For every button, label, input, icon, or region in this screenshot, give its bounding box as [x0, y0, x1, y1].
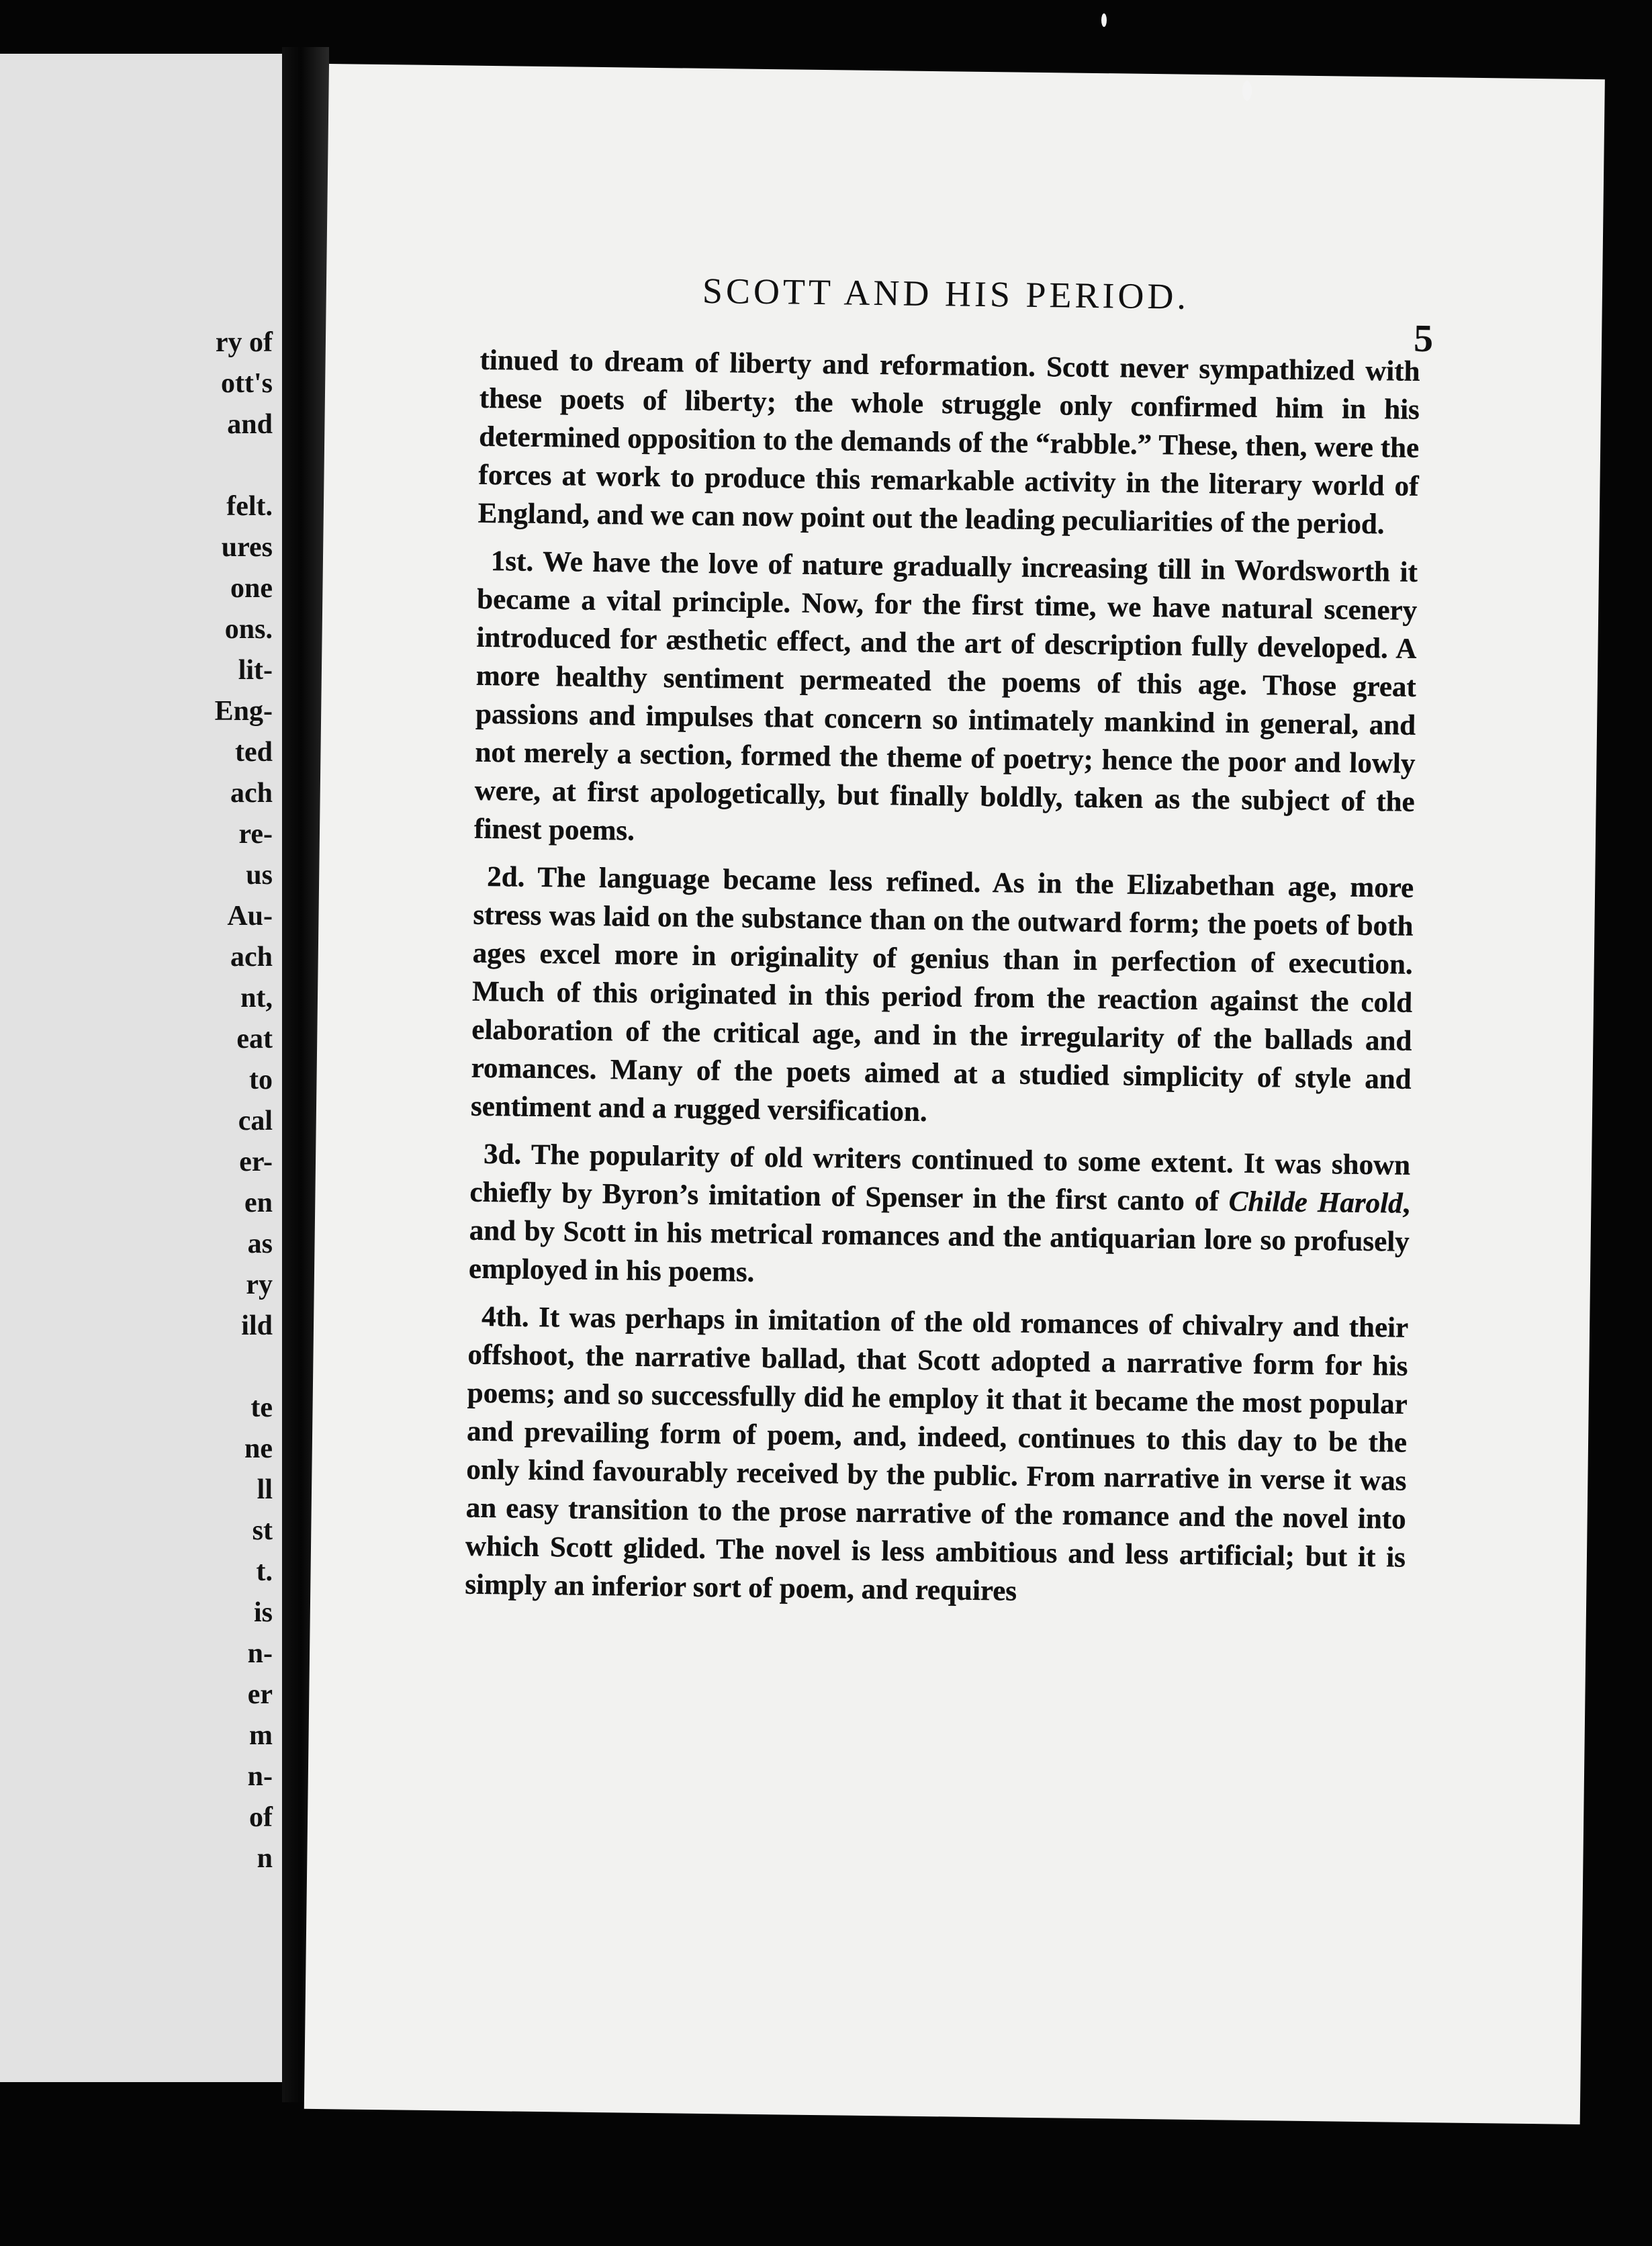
left-fragment-line: m: [249, 1720, 273, 1751]
left-fragment-line: of: [249, 1802, 273, 1833]
left-fragment-line: en: [244, 1187, 273, 1218]
page-number: 5: [1413, 316, 1434, 361]
left-fragment-line: ry of: [215, 327, 273, 358]
paragraph-third-point: [469, 1135, 1411, 1300]
left-fragment-line: ach: [230, 778, 273, 809]
left-fragment-line: te: [250, 1392, 273, 1423]
left-fragment-line: ott's: [221, 368, 273, 399]
left-fragment-line: st: [252, 1515, 273, 1546]
left-fragment-line: ures: [221, 532, 273, 563]
left-page-text-fragments: [215, 322, 273, 1879]
paragraph-third-text-b: , and by Scott in his metrical romances and the antiquarian lore so profusely employed in his poems.: [468, 1187, 1410, 1288]
left-fragment-line: n: [257, 1843, 273, 1874]
left-fragment-line: nt,: [240, 983, 273, 1014]
scan-speck: [1242, 81, 1252, 101]
left-fragment-line: ne: [244, 1433, 273, 1464]
left-fragment-line: er-: [239, 1147, 273, 1177]
left-fragment-line: to: [249, 1065, 273, 1095]
body-text: [465, 341, 1420, 1625]
left-fragment-line: ons.: [224, 614, 273, 645]
left-fragment-line: ted: [235, 737, 273, 768]
left-fragment-line: Au-: [227, 901, 273, 932]
left-fragment-line: is: [253, 1597, 273, 1628]
left-fragment-line: cal: [238, 1106, 273, 1136]
left-fragment-line: ll: [257, 1474, 273, 1505]
left-fragment-line: [215, 1347, 273, 1388]
left-fragment-line: ild: [241, 1310, 273, 1341]
left-fragment-line: n-: [247, 1761, 273, 1792]
left-fragment-line: us: [246, 860, 273, 891]
paragraph-second-point: 2d. The language became less refined. As in the Elizabethan age, more stress was laid on the substance than on the outward form; the poets of both ages excel more in originality of genius than in perfection of execution. Much of this originated in this period from the reaction against the cold elaboration of the critical age, and in the irregularity of the ballads and romances. Many of the poets aimed at a studied simplicity of style and sentiment and a rugged versification.: [470, 860, 1414, 1128]
paragraph-first-point: 1st. We have the love of nature gradually increasing till in Wordsworth it became a vital principle. Now, for the first time, we have natural scenery introduced for æsthetic effect, and the art of description fully developed. A more healthy sentiment permeated the poems of this age. Those great passions and impulses that concern so intimately mankind in general, and not merely a section, formed the theme of poetry; hence the poor and lowly were, at first apologetically, but finally boldly, taken as the subject of the finest poems.: [473, 545, 1418, 847]
left-fragment-line: er: [247, 1679, 273, 1710]
scan-speck: [1101, 13, 1107, 27]
left-fragment-line: lit-: [238, 655, 273, 686]
left-fragment-line: re-: [238, 819, 273, 850]
left-fragment-line: eat: [236, 1024, 273, 1054]
paragraph-intro: tinued to dream of liberty and reformation. Scott never sympathized with these poets of liberty; the whole struggle only confirmed him in his determined opposition to the demands of the “rabble.” These, then, were the forces at work to produce this remarkable activity in the literary world of England, and we can now point out the leading peculiarities of the period.: [477, 344, 1420, 541]
left-fragment-line: Eng-: [214, 696, 273, 727]
running-head: SCOTT AND HIS PERIOD.: [702, 270, 1190, 317]
left-fragment-line: [215, 445, 273, 486]
left-fragment-line: and: [227, 409, 273, 440]
left-fragment-line: felt.: [226, 491, 273, 522]
paragraph-fourth-point: 4th. It was perhaps in imitation of the old romances of chivalry and their offshoot, the narrative ballad, that Scott adopted a narrative form for his poems; and so successfully did he employ it that it became the most popular and prevailing form of poem, and, indeed, continues to this day to be the only kind favourably received by the public. From narrative in verse it was an easy transition to the prose narrative of the romance and the novel into which Scott glided. The novel is less ambitious and less artificial; but it is simply an inferior sort of poem, and requires: [465, 1300, 1409, 1607]
left-fragment-line: ry: [246, 1269, 273, 1300]
left-fragment-line: ach: [230, 942, 273, 973]
left-fragment-line: one: [230, 573, 273, 604]
right-page: [304, 64, 1605, 2124]
book-title-childe-harold: Childe Harold: [1228, 1185, 1403, 1220]
left-page-edge: [0, 54, 286, 2082]
paragraph-third-text-a: 3d. The popularity of old writers continued to some extent. It was shown chiefly by Byron’s imitation of Spenser in the first canto of: [469, 1138, 1411, 1218]
left-fragment-line: n-: [247, 1638, 273, 1669]
left-fragment-line: as: [247, 1228, 273, 1259]
left-fragment-line: t.: [256, 1556, 273, 1587]
